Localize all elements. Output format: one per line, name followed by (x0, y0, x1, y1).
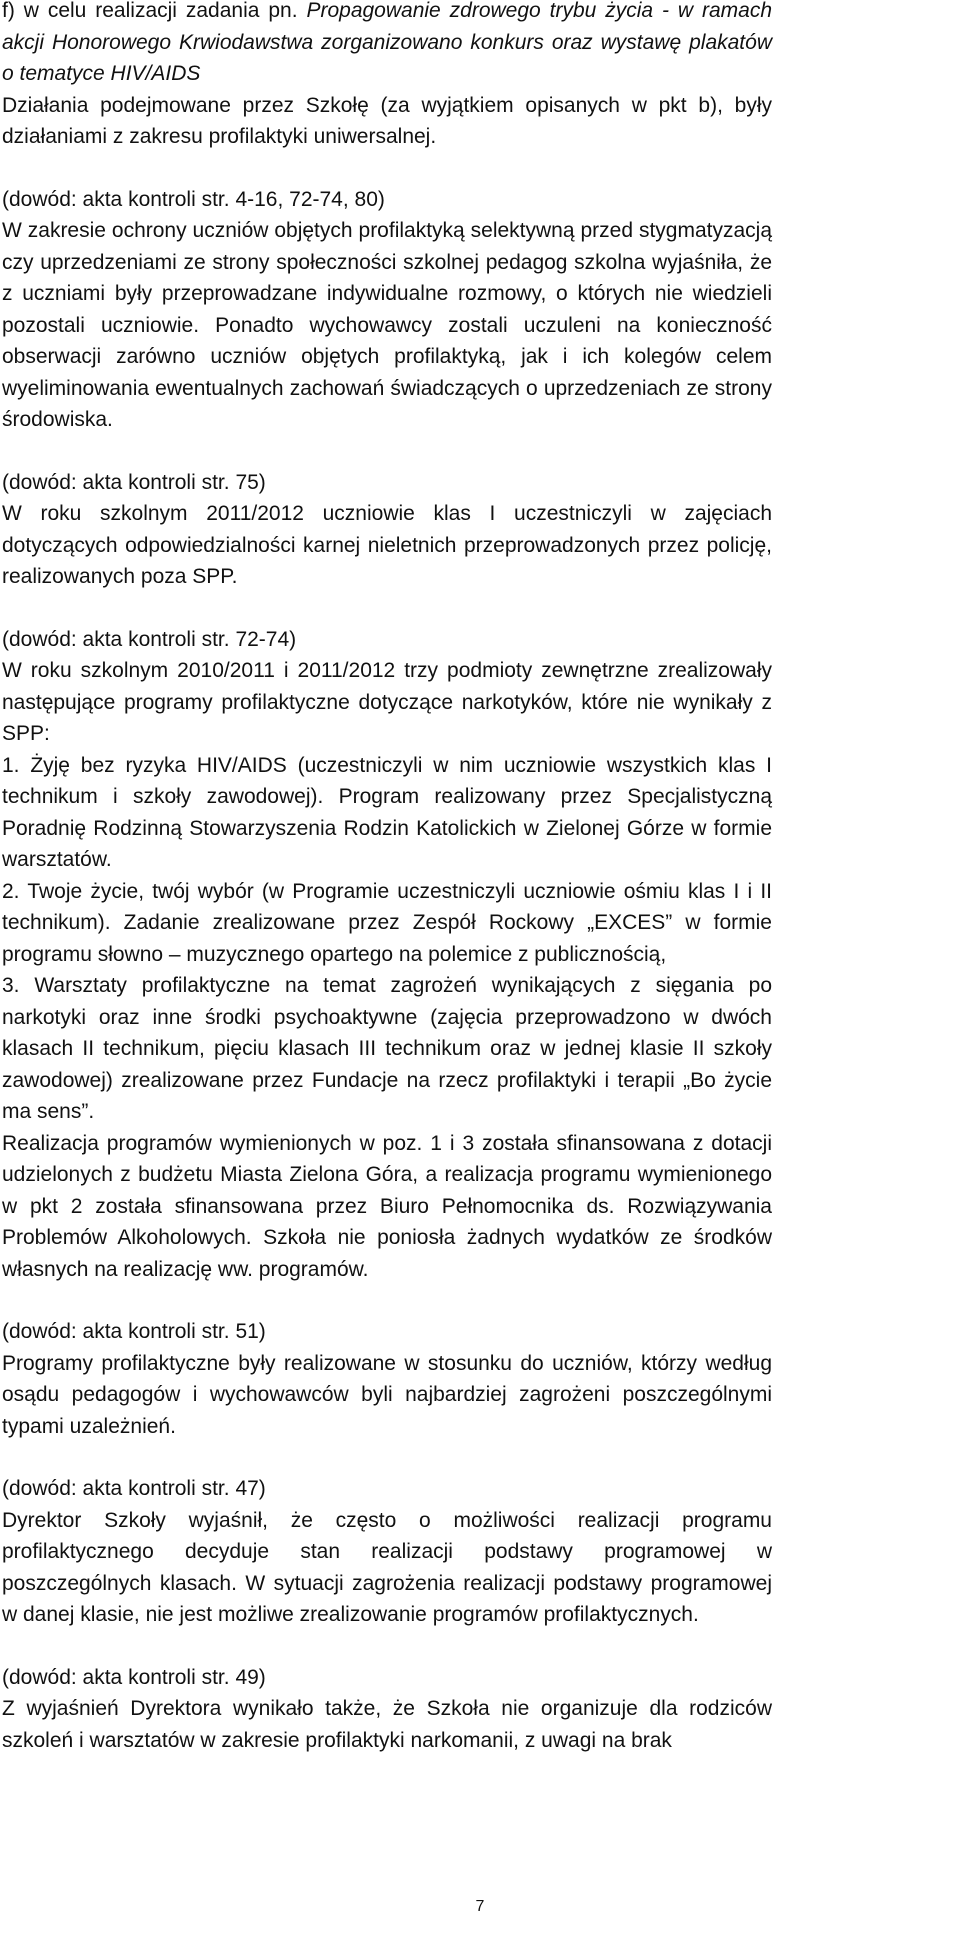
list-item-program-3: 3. Warsztaty profilaktyczne na temat zagrożeń wynikających z sięgania po narkotyki oraz inne środki psychoaktywne (zajęcia przeprowadzono w dwóch klasach II technikum, pięciu klasach III technikum oraz w jednej klasie II szkoły zawodowej) zrealizowane przez Fundacje na rzecz profilaktyki i terapii „Bo życie ma sens”. (2, 974, 772, 1123)
list-item-program-2: 2. Twoje życie, twój wybór (w Programie uczestniczyli uczniowie ośmiu klas I i II technikum). Zadanie zrealizowane przez Zespół Rockowy „EXCES” w formie programu słowno – muzycznego opartego na polemice z publicznością, (2, 879, 772, 966)
list-item-program-1: 1. Żyję bez ryzyka HIV/AIDS (uczestniczyli w nim uczniowie wszystkich klas I technikum i szkoły zawodowej). Program realizowany przez Specjalistyczną Poradnię Rodzinną Stowarzyszenia Rodzin Katolickich w Zielonej Górze w formie warsztatów. (2, 753, 772, 871)
paragraph-director-explanation: Dyrektor Szkoły wyjaśnił, że często o możliwości realizacji programu profilaktycznego decyduje stan realizacji podstawy programowej w poszczególnych klasach. W sytuacji zagrożenia realizacji podstawy programowej w danej klasie, nie jest możliwe zrealizowanie programów profilaktycznych. (2, 1508, 772, 1626)
evidence-reference: (dowód: akta kontroli str. 47) (2, 1477, 266, 1500)
evidence-reference: (dowód: akta kontroli str. 51) (2, 1320, 266, 1343)
paragraph-f-italic: Propagowanie zdrowego trybu życia - w ramach akcji Honorowego Krwiodawstwa zorganizowano konkurs oraz wystawę plakatów o tematyce HIV/AIDS (2, 0, 772, 85)
evidence-reference: (dowód: akta kontroli str. 4-16, 72-74, 80) (2, 187, 385, 211)
paragraph-universal-prevention: Działania podejmowane przez Szkołę (za wyjątkiem opisanych w pkt b), były działaniami z zakresu profilaktyki uniwersalnej. (2, 93, 772, 148)
paragraph-f-item (2, 0, 772, 90)
paragraph-external-programs: W roku szkolnym 2010/2011 i 2011/2012 trzy podmioty zewnętrzne zrealizowały następujące programy profilaktyczne dotyczące narkotyków, które nie wynikały z SPP: (2, 659, 772, 745)
evidence-reference: (dowód: akta kontroli str. 75) (2, 470, 266, 494)
paragraph-parents-training: Z wyjaśnień Dyrektora wynikało także, że Szkoła nie organizuje dla rodziców szkoleń i warsztatów w zakresie profilaktyki narkomanii, z uwagi na brak (2, 1697, 772, 1752)
evidence-reference: (dowód: akta kontroli str. 49) (2, 1665, 266, 1689)
paragraph-target-students: Programy profilaktyczne były realizowane w stosunku do uczniów, którzy według osądu pedagogów i wychowawców byli najbardziej zagrożeni poszczególnymi typami uzależnień. (2, 1351, 772, 1438)
paragraph-f-lead: f) w celu realizacji zadania pn. (2, 0, 307, 22)
paragraph-police-classes: W roku szkolnym 2011/2012 uczniowie klas I uczestniczyli w zajęciach dotyczących odpowiedzialności karnej nieletnich przeprowadzonych przez policję, realizowanych poza SPP. (2, 502, 772, 588)
paragraph-financing: Realizacja programów wymienionych w poz. 1 i 3 została sfinansowana z dotacji udzielonych z budżetu Miasta Zielona Góra, a realizacja programu wymienionego w pkt 2 została sfinansowana przez Biuro Pełnomocnika ds. Rozwiązywania Problemów Alkoholowych. Szkoła nie poniosła żadnych wydatków ze środków własnych na realizację ww. programów. (2, 1131, 772, 1281)
document-body (2, 0, 772, 1756)
evidence-reference: (dowód: akta kontroli str. 72-74) (2, 627, 297, 651)
page-number: 7 (475, 1898, 485, 1915)
paragraph-selective-prevention: W zakresie ochrony uczniów objętych profilaktyką selektywną przed stygmatyzacją czy uprzedzeniami ze strony społeczności szkolnej pedagog szkolna wyjaśniła, że z uczniami były przeprowadzane indywidualne rozmowy, o których nie wiedzieli pozostali uczniowie. Ponadto wychowawcy zostali uczuleni na konieczność obserwacji zarówno uczniów objętych profilaktyką, jak i ich kolegów celem wyeliminowania ewentualnych zachowań świadczących o uprzedzeniach ze strony środowiska. (2, 219, 772, 431)
